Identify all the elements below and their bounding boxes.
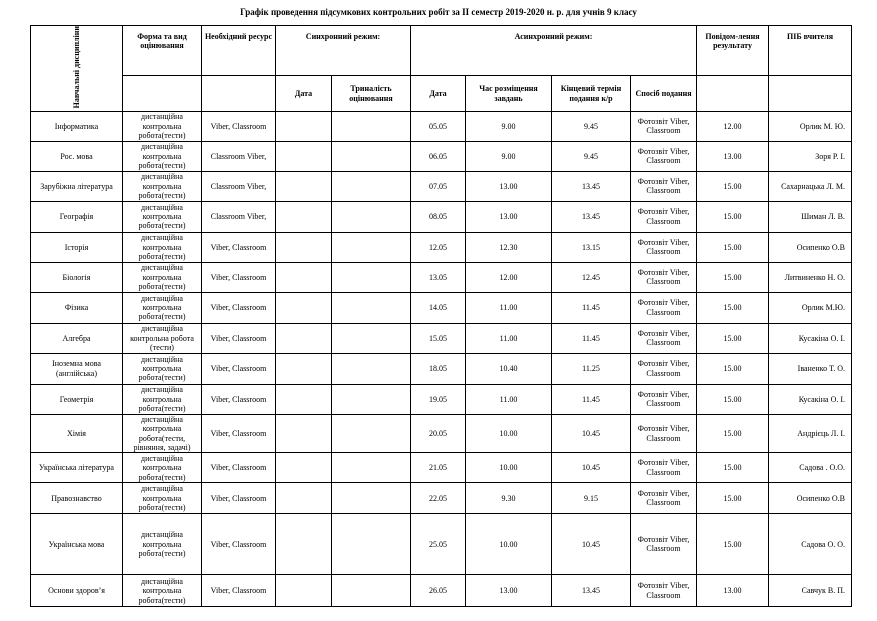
cell-subject: Українська література: [31, 453, 123, 483]
cell-time: 13.00: [466, 171, 552, 201]
cell-sync-duration: [332, 514, 411, 575]
schedule-rows: [31, 111, 852, 607]
table-row: [31, 232, 852, 262]
cell-notify: 13.00: [697, 575, 769, 607]
cell-deadline: 9.15: [552, 483, 631, 514]
header-form: Форма та вид оцінювання: [123, 26, 202, 76]
cell-sync-duration: [332, 575, 411, 607]
cell-teacher: Савчук В. П.: [769, 575, 852, 607]
cell-teacher: Кусакіна О. І.: [769, 384, 852, 414]
cell-form: дистанційна контрольна робота(тести): [123, 575, 202, 607]
cell-notify: 15.00: [697, 292, 769, 323]
cell-deadline: 9.45: [552, 111, 631, 141]
cell-deadline: 10.45: [552, 514, 631, 575]
cell-form: дистанційна контрольна робота(тести): [123, 514, 202, 575]
cell-method: Фотозвіт Viber, Classroom: [631, 353, 697, 384]
cell-resource: Classroom Viber,: [202, 201, 276, 232]
table-row: [31, 384, 852, 414]
cell-method: Фотозвіт Viber, Classroom: [631, 171, 697, 201]
cell-time: 9.00: [466, 111, 552, 141]
cell-subject: Хімія: [31, 414, 123, 453]
schedule-table: [30, 25, 852, 607]
cell-time: 12.00: [466, 262, 552, 292]
table-row: [31, 141, 852, 171]
cell-resource: Viber, Classroom: [202, 292, 276, 323]
cell-sync-date: [276, 483, 332, 514]
cell-date: 13.05: [411, 262, 466, 292]
cell-subject: Зарубіжна література: [31, 171, 123, 201]
cell-form: дистанційна контрольна робота(тести): [123, 232, 202, 262]
cell-resource: Viber, Classroom: [202, 232, 276, 262]
cell-date: 06.05: [411, 141, 466, 171]
cell-resource: Viber, Classroom: [202, 514, 276, 575]
cell-time: 10.40: [466, 353, 552, 384]
cell-resource: Viber, Classroom: [202, 262, 276, 292]
cell-sync-duration: [332, 171, 411, 201]
cell-deadline: 13.45: [552, 575, 631, 607]
header-notify: Повідом-лення результату: [697, 26, 769, 76]
cell-method: Фотозвіт Viber, Classroom: [631, 514, 697, 575]
header-notify-blank: [697, 76, 769, 111]
table-row: [31, 111, 852, 141]
cell-form: дистанційна контрольна робота(тести): [123, 353, 202, 384]
header-async-deadline: Кінцевий термін подання к/р: [552, 76, 631, 111]
cell-notify: 15.00: [697, 323, 769, 353]
cell-sync-date: [276, 384, 332, 414]
header-resource: Необхідний ресурс: [202, 26, 276, 76]
cell-deadline: 11.25: [552, 353, 631, 384]
cell-notify: 15.00: [697, 384, 769, 414]
cell-notify: 15.00: [697, 514, 769, 575]
cell-sync-duration: [332, 111, 411, 141]
cell-method: Фотозвіт Viber, Classroom: [631, 262, 697, 292]
table-row: [31, 171, 852, 201]
cell-resource: Viber, Classroom: [202, 384, 276, 414]
cell-notify: 15.00: [697, 453, 769, 483]
cell-method: Фотозвіт Viber, Classroom: [631, 232, 697, 262]
cell-form: дистанційна контрольна робота(тести): [123, 111, 202, 141]
cell-subject: Рос. мова: [31, 141, 123, 171]
header-teacher: ПІБ вчителя: [769, 26, 852, 76]
cell-teacher: Шиман Л. В.: [769, 201, 852, 232]
cell-sync-date: [276, 453, 332, 483]
cell-method: Фотозвіт Viber, Classroom: [631, 323, 697, 353]
cell-deadline: 11.45: [552, 323, 631, 353]
cell-deadline: 9.45: [552, 141, 631, 171]
cell-sync-date: [276, 414, 332, 453]
cell-sync-duration: [332, 414, 411, 453]
table-row: [31, 353, 852, 384]
cell-method: Фотозвіт Viber, Classroom: [631, 384, 697, 414]
cell-resource: Classroom Viber,: [202, 141, 276, 171]
cell-sync-duration: [332, 384, 411, 414]
cell-notify: 15.00: [697, 483, 769, 514]
cell-sync-date: [276, 111, 332, 141]
cell-form: дистанційна контрольна робота(тести): [123, 201, 202, 232]
cell-method: Фотозвіт Viber, Classroom: [631, 414, 697, 453]
cell-subject: Основи здоров’я: [31, 575, 123, 607]
header-async: Асинхронний режим:: [411, 26, 697, 76]
cell-deadline: 11.45: [552, 384, 631, 414]
cell-time: 10.00: [466, 514, 552, 575]
cell-subject: Іноземна мова (англійська): [31, 353, 123, 384]
cell-sync-duration: [332, 141, 411, 171]
cell-time: 11.00: [466, 292, 552, 323]
cell-teacher: Зоря Р. І.: [769, 141, 852, 171]
page-title: Графік проведення підсумкових контрольних робіт за ІІ семестр 2019-2020 н. р. для учнів 9 класу: [240, 7, 637, 17]
cell-time: 11.00: [466, 384, 552, 414]
cell-form: дистанційна контрольна робота(тести, рівняння, задачі): [123, 414, 202, 453]
cell-deadline: 10.45: [552, 453, 631, 483]
header-async-time: Час розміщення завдань: [466, 76, 552, 111]
cell-teacher: Садова О. О.: [769, 514, 852, 575]
cell-notify: 15.00: [697, 232, 769, 262]
cell-deadline: 10.45: [552, 414, 631, 453]
cell-resource: Viber, Classroom: [202, 575, 276, 607]
cell-date: 20.05: [411, 414, 466, 453]
header-subject-label: Навчальні дисципліни: [71, 26, 81, 109]
cell-method: Фотозвіт Viber, Classroom: [631, 292, 697, 323]
table-row: [31, 292, 852, 323]
cell-form: дистанційна контрольна робота(тести): [123, 292, 202, 323]
cell-teacher: Сахарнацька Л. М.: [769, 171, 852, 201]
cell-form: дистанційна контрольна робота(тести): [123, 384, 202, 414]
cell-sync-date: [276, 575, 332, 607]
cell-subject: Біологія: [31, 262, 123, 292]
header-resource-blank: [202, 76, 276, 111]
cell-form: дистанційна контрольна робота(тести): [123, 141, 202, 171]
cell-teacher: Садова . О.О.: [769, 453, 852, 483]
cell-teacher: Орлик М. Ю.: [769, 111, 852, 141]
cell-sync-date: [276, 171, 332, 201]
cell-date: 08.05: [411, 201, 466, 232]
cell-date: 26.05: [411, 575, 466, 607]
header-async-date: Дата: [411, 76, 466, 111]
table-row: [31, 483, 852, 514]
cell-time: 9.00: [466, 141, 552, 171]
cell-teacher: Осипенко О.В: [769, 483, 852, 514]
cell-deadline: 13.15: [552, 232, 631, 262]
header-sync-date: Дата: [276, 76, 332, 111]
cell-deadline: 12.45: [552, 262, 631, 292]
cell-time: 12.30: [466, 232, 552, 262]
cell-form: дистанційна контрольна робота (тести): [123, 323, 202, 353]
table-row: [31, 514, 852, 575]
cell-time: 13.00: [466, 201, 552, 232]
cell-sync-date: [276, 292, 332, 323]
cell-time: 13.00: [466, 575, 552, 607]
cell-resource: Viber, Classroom: [202, 414, 276, 453]
cell-method: Фотозвіт Viber, Classroom: [631, 575, 697, 607]
cell-teacher: Литвиненко Н. О.: [769, 262, 852, 292]
cell-date: 12.05: [411, 232, 466, 262]
cell-sync-duration: [332, 262, 411, 292]
cell-subject: Географія: [31, 201, 123, 232]
cell-notify: 15.00: [697, 414, 769, 453]
cell-sync-duration: [332, 201, 411, 232]
cell-form: дистанційна контрольна робота(тести): [123, 483, 202, 514]
cell-subject: Фізика: [31, 292, 123, 323]
cell-form: дистанційна контрольна робота(тести): [123, 262, 202, 292]
cell-sync-date: [276, 232, 332, 262]
cell-sync-date: [276, 353, 332, 384]
cell-date: 14.05: [411, 292, 466, 323]
cell-date: 07.05: [411, 171, 466, 201]
cell-date: 25.05: [411, 514, 466, 575]
cell-sync-date: [276, 262, 332, 292]
cell-sync-date: [276, 141, 332, 171]
cell-resource: Viber, Classroom: [202, 453, 276, 483]
cell-sync-date: [276, 323, 332, 353]
cell-subject: Українська мова: [31, 514, 123, 575]
cell-method: Фотозвіт Viber, Classroom: [631, 141, 697, 171]
cell-subject: Геометрія: [31, 384, 123, 414]
cell-date: 19.05: [411, 384, 466, 414]
cell-sync-duration: [332, 453, 411, 483]
cell-deadline: 11.45: [552, 292, 631, 323]
cell-date: 18.05: [411, 353, 466, 384]
cell-teacher: Іваненко Т. О.: [769, 353, 852, 384]
cell-resource: Viber, Classroom: [202, 111, 276, 141]
cell-notify: 12.00: [697, 111, 769, 141]
header-form-blank: [123, 76, 202, 111]
header-sync: Синхронний режим:: [276, 26, 411, 76]
cell-method: Фотозвіт Viber, Classroom: [631, 111, 697, 141]
cell-date: 21.05: [411, 453, 466, 483]
cell-subject: Алгебра: [31, 323, 123, 353]
cell-method: Фотозвіт Viber, Classroom: [631, 453, 697, 483]
header-subject: [31, 26, 123, 112]
cell-resource: Viber, Classroom: [202, 323, 276, 353]
cell-notify: 15.00: [697, 262, 769, 292]
cell-date: 15.05: [411, 323, 466, 353]
cell-sync-duration: [332, 292, 411, 323]
cell-resource: Viber, Classroom: [202, 353, 276, 384]
header-async-method: Спосіб подання: [631, 76, 697, 111]
table-row: [31, 414, 852, 453]
cell-subject: Історія: [31, 232, 123, 262]
cell-teacher: Андрієць Л. І.: [769, 414, 852, 453]
cell-sync-date: [276, 514, 332, 575]
cell-time: 11.00: [466, 323, 552, 353]
cell-notify: 15.00: [697, 171, 769, 201]
cell-form: дистанційна контрольна робота(тести): [123, 453, 202, 483]
header-teacher-blank: [769, 76, 852, 111]
header-sync-duration: Триналість оцінювання: [332, 76, 411, 111]
table-row: [31, 262, 852, 292]
cell-form: дистанційна контрольна робота(тести): [123, 171, 202, 201]
cell-date: 22.05: [411, 483, 466, 514]
cell-sync-duration: [332, 353, 411, 384]
cell-notify: 13.00: [697, 141, 769, 171]
cell-deadline: 13.45: [552, 201, 631, 232]
cell-subject: Правознавство: [31, 483, 123, 514]
cell-notify: 15.00: [697, 201, 769, 232]
table-row: [31, 575, 852, 607]
cell-resource: Classroom Viber,: [202, 171, 276, 201]
cell-teacher: Кусакіна О. І.: [769, 323, 852, 353]
cell-teacher: Орлик М.Ю.: [769, 292, 852, 323]
cell-subject: Інформатика: [31, 111, 123, 141]
cell-time: 10.00: [466, 414, 552, 453]
cell-sync-date: [276, 201, 332, 232]
cell-sync-duration: [332, 232, 411, 262]
cell-deadline: 13.45: [552, 171, 631, 201]
cell-time: 9.30: [466, 483, 552, 514]
cell-sync-duration: [332, 483, 411, 514]
table-row: [31, 201, 852, 232]
cell-sync-duration: [332, 323, 411, 353]
cell-method: Фотозвіт Viber, Classroom: [631, 201, 697, 232]
table-row: [31, 323, 852, 353]
cell-date: 05.05: [411, 111, 466, 141]
cell-notify: 15.00: [697, 353, 769, 384]
table-row: [31, 453, 852, 483]
cell-resource: Viber, Classroom: [202, 483, 276, 514]
cell-time: 10.00: [466, 453, 552, 483]
cell-method: Фотозвіт Viber, Classroom: [631, 483, 697, 514]
cell-teacher: Осипенко О.В: [769, 232, 852, 262]
